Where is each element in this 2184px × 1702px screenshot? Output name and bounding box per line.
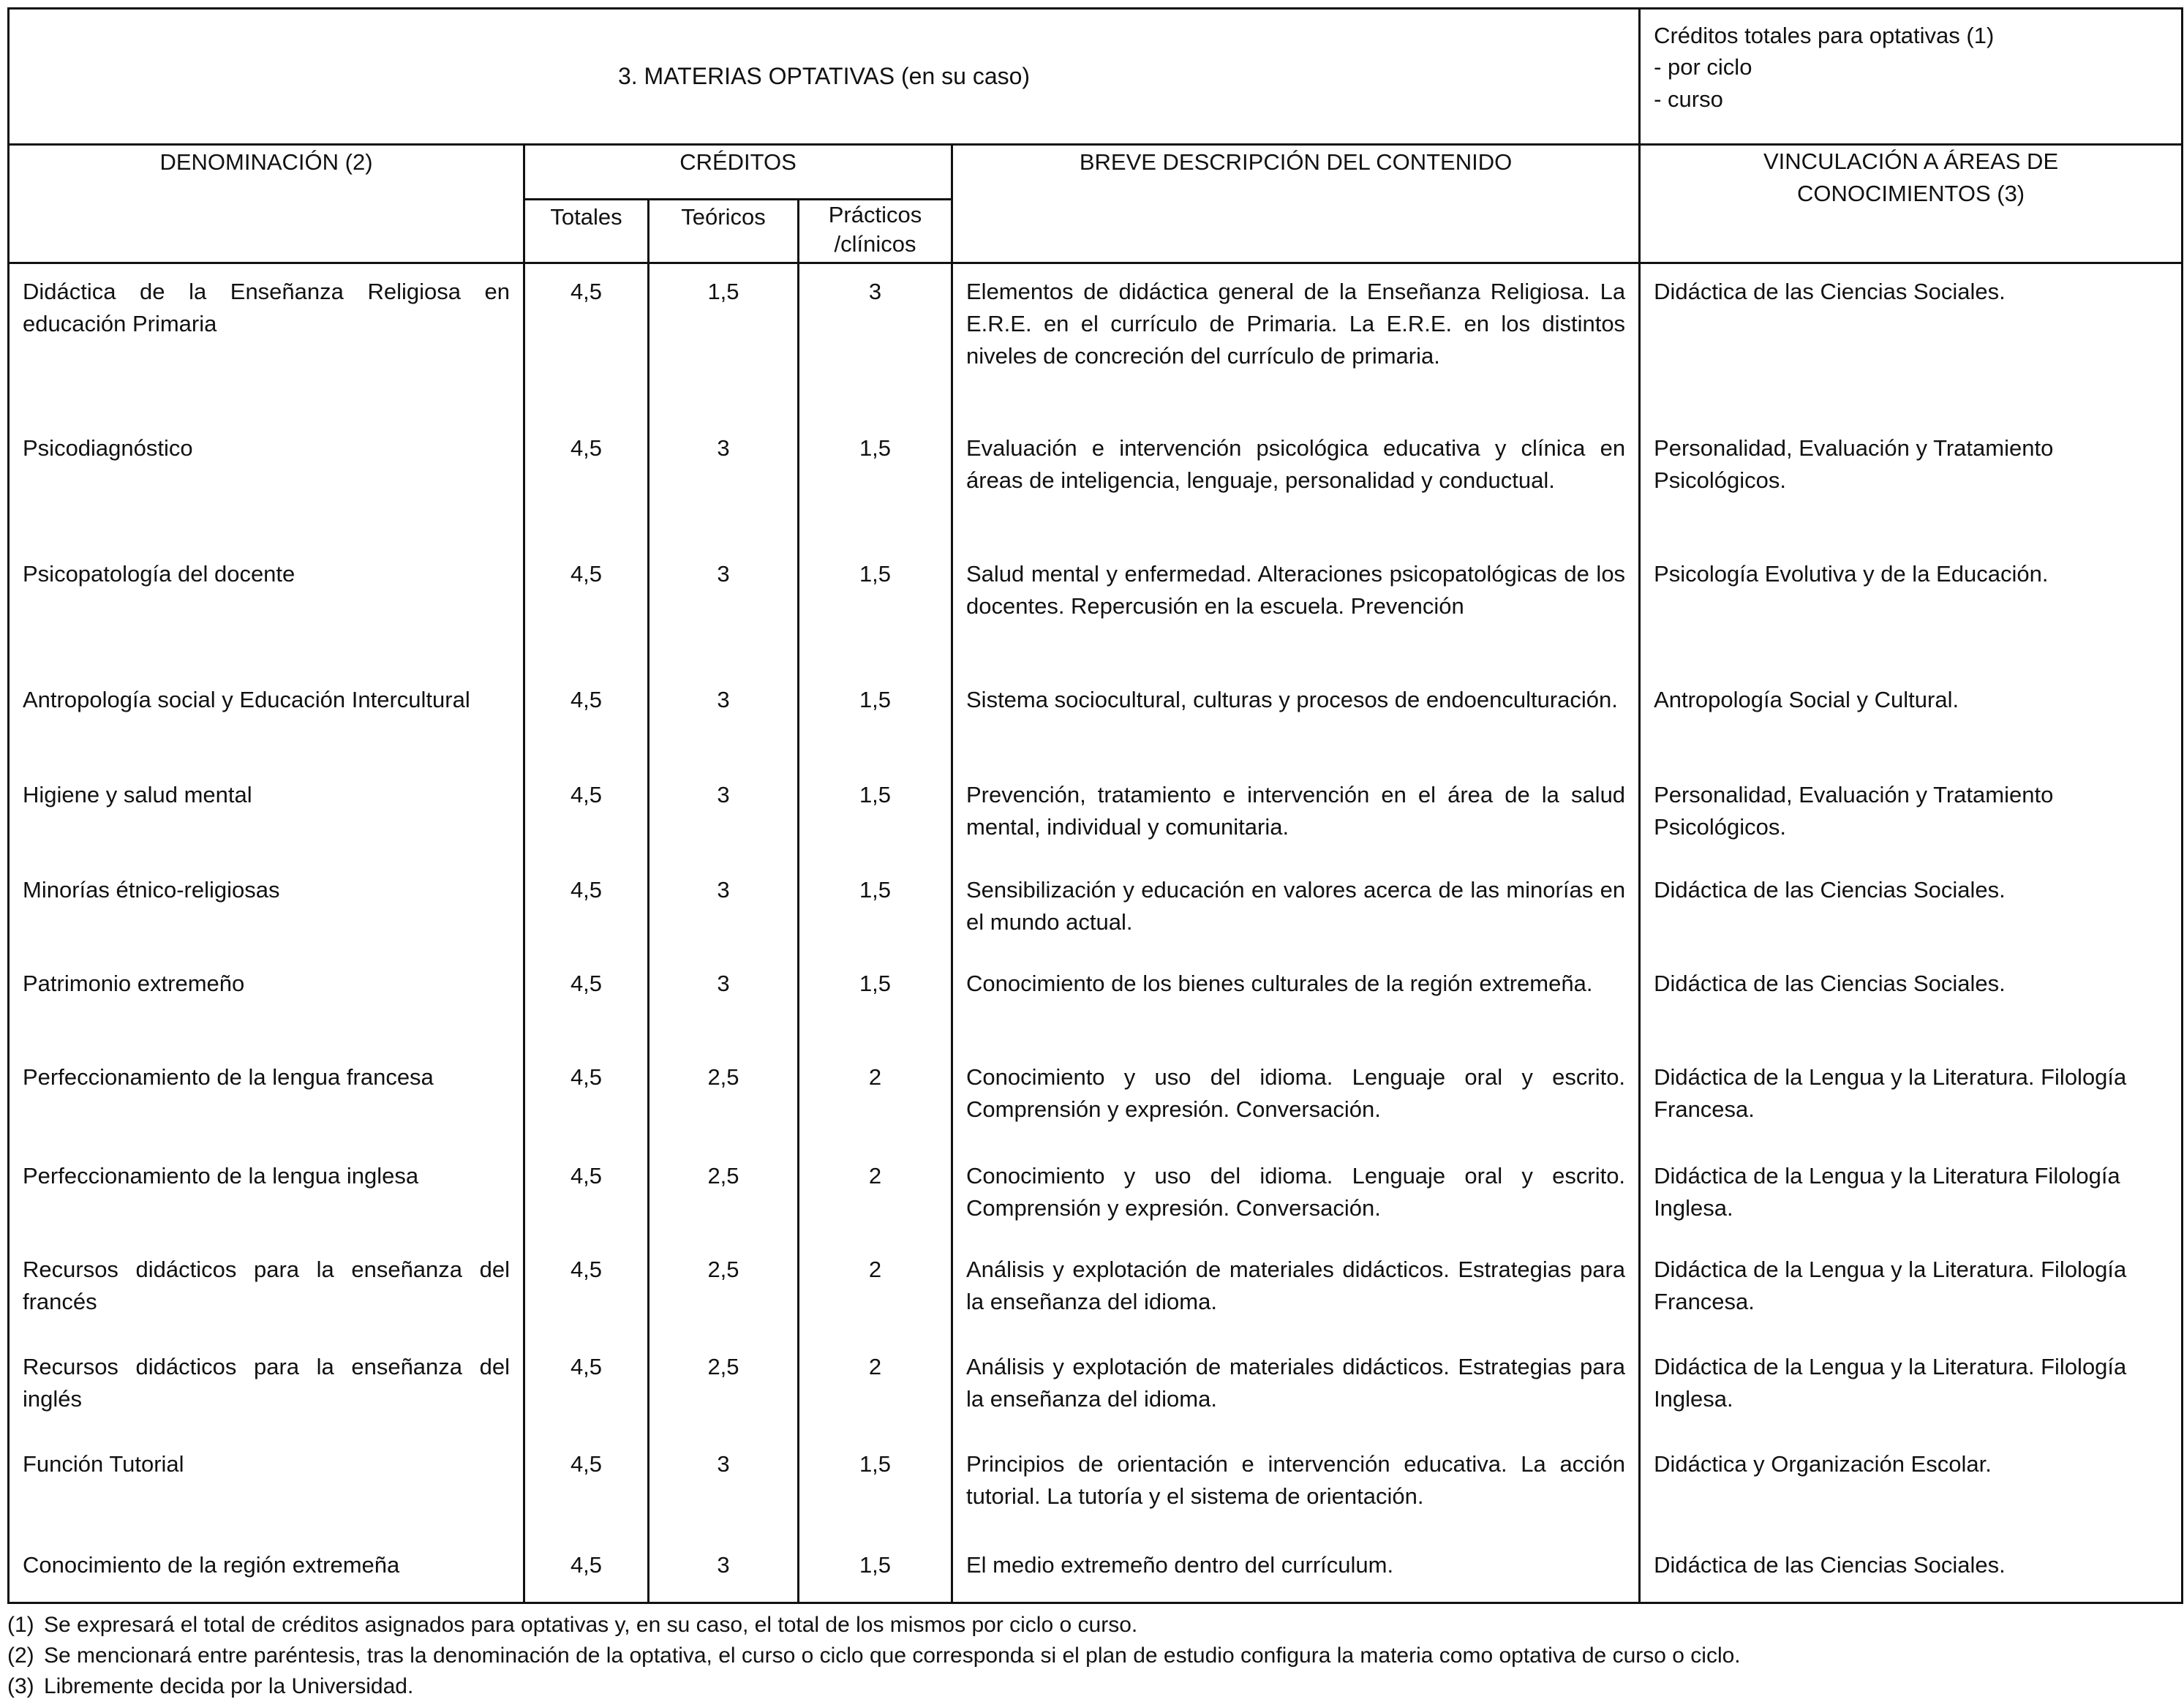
credits-total-line: - curso (1654, 86, 1723, 112)
credits-total: 4,5 (524, 546, 649, 672)
footnote (7, 1671, 2181, 1702)
table-row (9, 672, 2183, 767)
column-header-row (9, 145, 2183, 200)
credits-practice: 2 (799, 1148, 952, 1242)
credits-total: 4,5 (524, 263, 649, 421)
course-name: Antropología social y Educación Intercultural (9, 672, 524, 767)
credits-theory: 3 (649, 546, 799, 672)
knowledge-area: Didáctica de la Lengua y la Literatura. Filología Inglesa. (1640, 1339, 2183, 1436)
credits-theory: 3 (649, 1537, 799, 1603)
credits-theory: 3 (649, 421, 799, 546)
knowledge-area: Didáctica de la Lengua y la Literatura. Filología Francesa. (1640, 1242, 2183, 1339)
credits-practice: 1,5 (799, 1537, 952, 1603)
course-description: Análisis y explotación de materiales didácticos. Estrategias para la enseñanza del idioma. (952, 1339, 1640, 1436)
credits-practice: 1,5 (799, 862, 952, 956)
credits-theory: 2,5 (649, 1148, 799, 1242)
table-row (9, 263, 2183, 421)
credits-practice: 2 (799, 1339, 952, 1436)
course-name: Función Tutorial (9, 1436, 524, 1537)
footnote-number: (1) (7, 1613, 34, 1637)
table-body (9, 263, 2183, 1603)
course-description: Análisis y explotación de materiales didácticos. Estrategias para la enseñanza del idioma. (952, 1242, 1640, 1339)
footnote (7, 1641, 2181, 1671)
knowledge-area: Antropología Social y Cultural. (1640, 672, 2183, 767)
credits-practice: 2 (799, 1242, 952, 1339)
credits-total: 4,5 (524, 1339, 649, 1436)
title-row (9, 9, 2183, 145)
credits-theory: 3 (649, 1436, 799, 1537)
section-title: 3. MATERIAS OPTATIVAS (en su caso) (9, 9, 1640, 145)
credits-total-box (1640, 9, 2183, 145)
knowledge-area: Didáctica de la Lengua y la Literatura Filología Inglesa. (1640, 1148, 2183, 1242)
credits-total: 4,5 (524, 1537, 649, 1603)
credits-theory: 2,5 (649, 1339, 799, 1436)
footnote-number: (3) (7, 1674, 34, 1698)
footnote-number: (2) (7, 1643, 34, 1668)
credits-total: 4,5 (524, 1050, 649, 1148)
course-name: Perfeccionamiento de la lengua inglesa (9, 1148, 524, 1242)
credits-total: 4,5 (524, 1436, 649, 1537)
footnote-text: Libremente decida por la Universidad. (44, 1674, 414, 1698)
credits-theory: 3 (649, 956, 799, 1050)
course-description: Salud mental y enfermedad. Alteraciones psicopatológicas de los docentes. Repercusión en la escuela. Prevención (952, 546, 1640, 672)
course-description: Conocimiento y uso del idioma. Lenguaje oral y escrito. Comprensión y expresión. Conversación. (952, 1050, 1640, 1148)
course-description: Conocimiento y uso del idioma. Lenguaje oral y escrito. Comprensión y expresión. Conversación. (952, 1148, 1640, 1242)
knowledge-area: Didáctica de las Ciencias Sociales. (1640, 956, 2183, 1050)
credits-total: 4,5 (524, 956, 649, 1050)
footnote-text: Se expresará el total de créditos asignados para optativas y, en su caso, el total de los mismos por ciclo o curso. (44, 1613, 1138, 1637)
col-denominacion: DENOMINACIÓN (2) (9, 145, 524, 263)
col-descripcion: BREVE DESCRIPCIÓN DEL CONTENIDO (952, 145, 1640, 263)
course-description: Conocimiento de los bienes culturales de la región extremeña. (952, 956, 1640, 1050)
credits-practice: 1,5 (799, 546, 952, 672)
course-name: Perfeccionamiento de la lengua francesa (9, 1050, 524, 1148)
table-row (9, 1436, 2183, 1537)
table-row (9, 1050, 2183, 1148)
knowledge-area: Psicología Evolutiva y de la Educación. (1640, 546, 2183, 672)
course-description: Prevención, tratamiento e intervención en el área de la salud mental, individual y comunitaria. (952, 767, 1640, 862)
table-row (9, 956, 2183, 1050)
course-description: Principios de orientación e intervención educativa. La acción tutorial. La tutoría y el sistema de orientación. (952, 1436, 1640, 1537)
col-practicos: Prácticos /clínicos (799, 200, 952, 263)
credits-theory: 2,5 (649, 1050, 799, 1148)
course-name: Patrimonio extremeño (9, 956, 524, 1050)
course-name: Recursos didácticos para la enseñanza del francés (9, 1242, 524, 1339)
course-name: Higiene y salud mental (9, 767, 524, 862)
course-name: Psicodiagnóstico (9, 421, 524, 546)
credits-theory: 3 (649, 672, 799, 767)
knowledge-area: Didáctica de las Ciencias Sociales. (1640, 862, 2183, 956)
credits-theory: 3 (649, 862, 799, 956)
credits-practice: 1,5 (799, 767, 952, 862)
course-name: Didáctica de la Enseñanza Religiosa en educación Primaria (9, 263, 524, 421)
optativas-table (7, 7, 2183, 1604)
table-row (9, 1339, 2183, 1436)
credits-total: 4,5 (524, 767, 649, 862)
course-name: Conocimiento de la región extremeña (9, 1537, 524, 1603)
credits-total: 4,5 (524, 421, 649, 546)
knowledge-area: Didáctica de la Lengua y la Literatura. Filología Francesa. (1640, 1050, 2183, 1148)
credits-total-line: - por ciclo (1654, 54, 1752, 80)
credits-total: 4,5 (524, 862, 649, 956)
col-totales: Totales (524, 200, 649, 263)
footnotes (7, 1610, 2181, 1702)
footnote (7, 1610, 2181, 1641)
credits-practice: 2 (799, 1050, 952, 1148)
course-description: Evaluación e intervención psicológica educativa y clínica en áreas de inteligencia, lenguaje, personalidad y conductual. (952, 421, 1640, 546)
credits-theory: 1,5 (649, 263, 799, 421)
knowledge-area: Didáctica y Organización Escolar. (1640, 1436, 2183, 1537)
credits-practice: 1,5 (799, 956, 952, 1050)
course-name: Recursos didácticos para la enseñanza del inglés (9, 1339, 524, 1436)
table-row (9, 1148, 2183, 1242)
col-creditos: CRÉDITOS (524, 145, 952, 200)
course-description: Sensibilización y educación en valores acerca de las minorías en el mundo actual. (952, 862, 1640, 956)
knowledge-area: Personalidad, Evaluación y Tratamiento Psicológicos. (1640, 767, 2183, 862)
col-vinculacion: VINCULACIÓN A ÁREAS DE CONOCIMIENTOS (3) (1640, 145, 2183, 263)
credits-total: 4,5 (524, 1148, 649, 1242)
credits-practice: 1,5 (799, 1436, 952, 1537)
table-row (9, 1242, 2183, 1339)
footnote-text: Se mencionará entre paréntesis, tras la denominación de la optativa, el curso o ciclo que corresponda si el plan de estudio configura la materia como optativa de curso o ciclo. (44, 1643, 1741, 1668)
credits-practice: 1,5 (799, 672, 952, 767)
credits-theory: 2,5 (649, 1242, 799, 1339)
course-name: Psicopatología del docente (9, 546, 524, 672)
credits-practice: 1,5 (799, 421, 952, 546)
col-teoricos: Teóricos (649, 200, 799, 263)
credits-total-line: Créditos totales para optativas (1) (1654, 23, 1995, 48)
credits-practice: 3 (799, 263, 952, 421)
credits-theory: 3 (649, 767, 799, 862)
knowledge-area: Didáctica de las Ciencias Sociales. (1640, 1537, 2183, 1603)
table-row (9, 767, 2183, 862)
table-row (9, 546, 2183, 672)
table-row (9, 421, 2183, 546)
table-row (9, 1537, 2183, 1603)
course-description: El medio extremeño dentro del currículum. (952, 1537, 1640, 1603)
credits-total: 4,5 (524, 672, 649, 767)
credits-total: 4,5 (524, 1242, 649, 1339)
knowledge-area: Didáctica de las Ciencias Sociales. (1640, 263, 2183, 421)
document (7, 7, 2181, 1702)
table-row (9, 862, 2183, 956)
course-description: Sistema sociocultural, culturas y procesos de endoenculturación. (952, 672, 1640, 767)
knowledge-area: Personalidad, Evaluación y Tratamiento Psicológicos. (1640, 421, 2183, 546)
course-description: Elementos de didáctica general de la Enseñanza Religiosa. La E.R.E. en el currículo de Primaria. La E.R.E. en los distintos niveles de concreción del currículo de primaria. (952, 263, 1640, 421)
course-name: Minorías étnico-religiosas (9, 862, 524, 956)
